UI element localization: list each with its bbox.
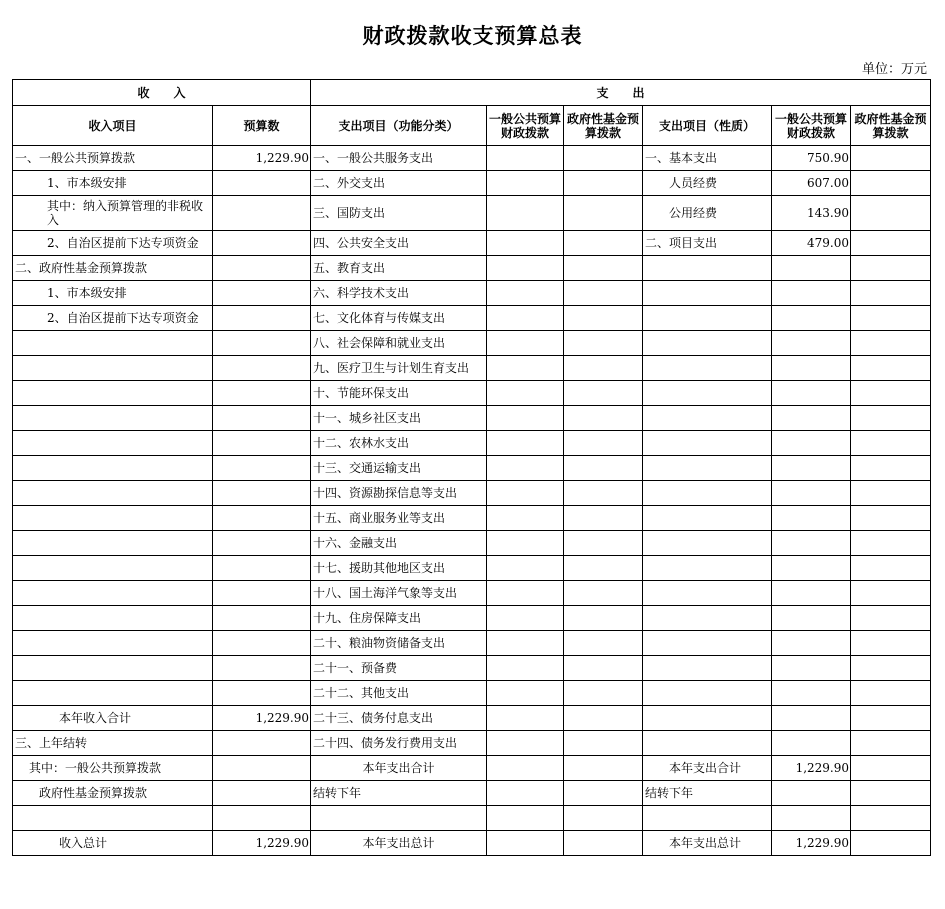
nature-general-public-amount-cell: 143.90 [772,196,851,231]
expense-func-cell: 十四、资源勘探信息等支出 [311,481,487,506]
expense-nature-cell [643,356,772,381]
nature-gov-fund-amount-cell [851,631,931,656]
expense-nature-cell [643,331,772,356]
general-public-amount-cell [487,381,564,406]
expense-nature-cell: 结转下年 [643,781,772,806]
nature-gov-fund-amount-cell [851,381,931,406]
gov-fund-amount-cell [564,356,643,381]
expense-nature-cell [643,706,772,731]
nature-general-public-amount-cell [772,556,851,581]
table-row [13,331,931,356]
table-row [13,481,931,506]
nature-gov-fund-amount-cell [851,606,931,631]
gov-fund-amount-cell [564,256,643,281]
budget-summary-table [12,79,931,856]
general-public-amount-cell [487,481,564,506]
income-item-cell: 政府性基金预算拨款 [13,781,213,806]
nature-general-public-amount-cell [772,681,851,706]
income-item-cell [13,331,213,356]
nature-general-public-amount-cell: 1,229.90 [772,831,851,856]
gov-fund-amount-cell [564,381,643,406]
expense-nature-cell [643,806,772,831]
gov-fund-amount-cell [564,756,643,781]
nature-general-public-amount-cell [772,806,851,831]
income-item-cell [13,531,213,556]
nature-general-public-amount-cell [772,531,851,556]
income-item-cell: 其中：一般公共预算拨款 [13,756,213,781]
income-item-cell [13,806,213,831]
table-row [13,731,931,756]
expense-nature-cell: 二、项目支出 [643,231,772,256]
gov-fund-amount-cell [564,831,643,856]
expense-nature-cell: 本年支出总计 [643,831,772,856]
income-amount-cell [213,231,311,256]
expense-nature-cell [643,731,772,756]
expense-func-cell: 二十二、其他支出 [311,681,487,706]
budget-amount-header: 预算数 [213,106,311,146]
nature-general-public-amount-cell [772,506,851,531]
gov-fund-amount-cell [564,681,643,706]
nature-general-public-amount-cell [772,731,851,756]
expense-nature-cell [643,456,772,481]
nature-general-public-amount-cell [772,656,851,681]
gov-fund-amount-cell [564,196,643,231]
table-row [13,706,931,731]
income-amount-cell [213,256,311,281]
expense-func-cell: 二十一、预备费 [311,656,487,681]
nature-general-public-amount-cell [772,456,851,481]
page-title: 财政拨款收支预算总表 [362,24,583,48]
nature-general-public-amount-cell [772,381,851,406]
income-amount-cell [213,456,311,481]
income-item-cell [13,456,213,481]
expense-nature-cell [643,631,772,656]
nature-general-public-amount-cell: 1,229.90 [772,756,851,781]
unit-label: 单位：万元 [861,62,927,77]
income-item-cell [13,356,213,381]
income-amount-cell [213,356,311,381]
gov-fund-amount-cell [564,171,643,196]
general-public-amount-cell [487,431,564,456]
income-item-cell [13,381,213,406]
income-amount-cell [213,431,311,456]
general-public-amount-cell [487,146,564,171]
expense-func-cell: 十三、交通运输支出 [311,456,487,481]
income-amount-cell [213,681,311,706]
income-amount-cell [213,756,311,781]
general-public-amount-cell [487,196,564,231]
general-public-amount-cell [487,356,564,381]
nature-gov-fund-amount-cell [851,481,931,506]
expense-func-cell: 二、外交支出 [311,171,487,196]
expense-func-cell: 四、公共安全支出 [311,231,487,256]
table-row [13,781,931,806]
income-amount-cell [213,406,311,431]
income-amount-cell [213,306,311,331]
gov-fund-amount-cell [564,531,643,556]
general-public-amount-cell [487,406,564,431]
table-row [13,556,931,581]
table-row [13,806,931,831]
general-public-amount-cell [487,171,564,196]
nature-gov-fund-amount-cell [851,731,931,756]
nature-general-public-amount-cell [772,781,851,806]
nature-general-public-amount-cell: 479.00 [772,231,851,256]
nature-gov-fund-amount-cell [851,431,931,456]
general-public-amount-cell [487,531,564,556]
table-row [13,606,931,631]
nature-general-public-amount-cell [772,606,851,631]
income-amount-cell [213,606,311,631]
table-row [13,581,931,606]
general-public-amount-cell [487,306,564,331]
expense-nature-cell: 人员经费 [643,171,772,196]
expense-nature-cell: 本年支出合计 [643,756,772,781]
income-amount-cell [213,481,311,506]
income-item-cell [13,681,213,706]
nature-gov-fund-amount-cell [851,806,931,831]
nature-general-public-amount-cell [772,631,851,656]
gov-fund-amount-cell [564,406,643,431]
table-row [13,306,931,331]
general-public-amount-cell [487,506,564,531]
gov-fund-header: 政府性基金预算拨款 [564,106,643,146]
expense-func-cell: 三、国防支出 [311,196,487,231]
table-row [13,231,931,256]
nature-gov-fund-amount-cell [851,231,931,256]
expense-nature-cell [643,306,772,331]
expense-nature-cell [643,556,772,581]
income-item-cell: 2、自治区提前下达专项资金 [13,306,213,331]
expense-func-cell: 八、社会保障和就业支出 [311,331,487,356]
nature-gov-fund-amount-cell [851,306,931,331]
gov-fund-amount-cell [564,146,643,171]
general-public-amount-cell [487,231,564,256]
income-item-cell: 一、一般公共预算拨款 [13,146,213,171]
gov-fund-amount-cell [564,656,643,681]
income-amount-cell [213,381,311,406]
nature-general-public-amount-cell [772,706,851,731]
nature-general-public-amount-cell [772,481,851,506]
expense-func-cell: 七、文化体育与传媒支出 [311,306,487,331]
expense-nature-cell [643,531,772,556]
nature-gov-fund-amount-cell [851,556,931,581]
income-item-cell: 二、政府性基金预算拨款 [13,256,213,281]
expense-nature-cell [643,481,772,506]
nature-gov-fund-amount-cell [851,356,931,381]
income-amount-cell [213,806,311,831]
gov-fund-amount-cell [564,231,643,256]
nature-general-public-amount-cell [772,356,851,381]
table-row [13,456,931,481]
general-public-amount-cell [487,806,564,831]
header-column-row [13,106,931,146]
expense-func-cell: 本年支出总计 [311,831,487,856]
income-item-cell: 其中：纳入预算管理的非税收入 [13,196,213,231]
nature-general-public-amount-cell: 750.90 [772,146,851,171]
expense-func-cell: 五、教育支出 [311,256,487,281]
nature-general-public-amount-cell [772,431,851,456]
expense-func-cell: 结转下年 [311,781,487,806]
expense-func-cell: 六、科学技术支出 [311,281,487,306]
expense-func-cell: 十一、城乡社区支出 [311,406,487,431]
nature-gov-fund-amount-cell [851,656,931,681]
table-row [13,656,931,681]
income-item-cell [13,406,213,431]
income-item-cell [13,606,213,631]
expense-nature-cell: 公用经费 [643,196,772,231]
general-public-amount-cell [487,606,564,631]
nature-general-public-amount-cell [772,281,851,306]
income-item-cell [13,556,213,581]
income-item-cell [13,656,213,681]
expense-func-cell: 二十、粮油物资储备支出 [311,631,487,656]
income-amount-cell [213,731,311,756]
general-public-amount-cell [487,281,564,306]
income-item-cell: 1、市本级安排 [13,281,213,306]
nature-gov-fund-amount-cell [851,756,931,781]
expense-func-header: 支出项目（功能分类） [311,106,487,146]
nature-gov-fund-amount-cell [851,581,931,606]
gov-fund-amount-cell [564,606,643,631]
expense-func-cell: 九、医疗卫生与计划生育支出 [311,356,487,381]
expense-func-cell: 十、节能环保支出 [311,381,487,406]
expense-nature-cell: 一、基本支出 [643,146,772,171]
nature-general-public-amount-cell [772,406,851,431]
gov-fund-amount-cell [564,581,643,606]
expense-nature-cell [643,256,772,281]
expense-group-header: 支 出 [311,80,931,106]
expense-nature-cell [643,681,772,706]
income-amount-cell [213,196,311,231]
general-public-amount-cell [487,631,564,656]
nature-gov-fund-amount-cell [851,171,931,196]
gov-fund-amount-cell [564,481,643,506]
nature-gov-fund-amount-cell [851,706,931,731]
expense-nature-cell [643,281,772,306]
nature-gov-fund-amount-cell [851,531,931,556]
income-amount-cell: 1,229.90 [213,831,311,856]
nature-general-public-amount-cell [772,306,851,331]
expense-func-cell [311,806,487,831]
income-amount-cell [213,556,311,581]
expense-nature-cell [643,381,772,406]
income-item-cell: 本年收入合计 [13,706,213,731]
table-row [13,146,931,171]
income-item-cell [13,631,213,656]
general-public-amount-cell [487,731,564,756]
nature-gov-fund-amount-cell [851,256,931,281]
general-public-amount-cell [487,681,564,706]
table-row [13,171,931,196]
expense-nature-cell [643,606,772,631]
nature-general-public-amount-cell [772,256,851,281]
income-item-cell [13,506,213,531]
nature-general-public-amount-cell: 607.00 [772,171,851,196]
income-item-header: 收入项目 [13,106,213,146]
gov-fund-amount-cell [564,306,643,331]
income-group-header: 收 入 [13,80,311,106]
income-amount-cell [213,281,311,306]
income-item-cell [13,481,213,506]
income-item-cell [13,431,213,456]
expense-nature-cell [643,431,772,456]
nature-gov-fund-amount-cell [851,331,931,356]
nature-gov-fund-amount-cell [851,831,931,856]
income-amount-cell: 1,229.90 [213,146,311,171]
expense-func-cell: 十七、援助其他地区支出 [311,556,487,581]
general-public-amount-cell [487,781,564,806]
income-item-cell: 三、上年结转 [13,731,213,756]
gov-fund-amount-cell [564,431,643,456]
expense-nature-cell [643,506,772,531]
income-item-cell: 2、自治区提前下达专项资金 [13,231,213,256]
income-item-cell: 收入总计 [13,831,213,856]
nature-gov-fund-amount-cell [851,146,931,171]
gov-fund-amount-cell [564,556,643,581]
general-public-amount-cell [487,581,564,606]
table-row [13,281,931,306]
income-amount-cell [213,631,311,656]
table-row [13,256,931,281]
nature-general-public-amount-cell [772,581,851,606]
expense-func-cell: 一、一般公共服务支出 [311,146,487,171]
general-public-amount-cell [487,556,564,581]
gov-fund-amount-cell [564,706,643,731]
income-amount-cell [213,656,311,681]
expense-func-cell: 十八、国土海洋气象等支出 [311,581,487,606]
expense-func-cell: 二十四、债务发行费用支出 [311,731,487,756]
expense-func-cell: 十六、金融支出 [311,531,487,556]
header-group-row [13,80,931,106]
table-row [13,506,931,531]
expense-func-cell: 十二、农林水支出 [311,431,487,456]
gov-fund-amount-cell [564,806,643,831]
gov-fund-amount-cell [564,781,643,806]
table-row [13,631,931,656]
income-amount-cell [213,171,311,196]
nature-gov-fund-amount-cell [851,196,931,231]
nature-gov-fund-amount-cell [851,406,931,431]
expense-func-cell: 十五、商业服务业等支出 [311,506,487,531]
nature-gov-fund-amount-cell [851,456,931,481]
income-amount-cell [213,781,311,806]
expense-func-cell: 二十三、债务付息支出 [311,706,487,731]
nature-gov-fund-amount-cell [851,506,931,531]
expense-func-cell: 十九、住房保障支出 [311,606,487,631]
table-row [13,831,931,856]
nature-gov-fund-amount-cell [851,681,931,706]
table-row [13,356,931,381]
general-public-amount-cell [487,656,564,681]
expense-func-cell: 本年支出合计 [311,756,487,781]
general-public-amount-cell [487,706,564,731]
gov-fund-amount-cell [564,331,643,356]
nature-gov-fund-amount-cell [851,781,931,806]
table-row [13,406,931,431]
income-amount-cell [213,531,311,556]
table-row [13,756,931,781]
general-public-amount-cell [487,331,564,356]
income-amount-cell: 1,229.90 [213,706,311,731]
gov-fund-amount-cell [564,506,643,531]
income-amount-cell [213,331,311,356]
general-public-header-2: 一般公共预算财政拨款 [772,106,851,146]
gov-fund-header-2: 政府性基金预算拨款 [851,106,931,146]
income-item-cell: 1、市本级安排 [13,171,213,196]
general-public-amount-cell [487,756,564,781]
general-public-amount-cell [487,831,564,856]
expense-nature-header: 支出项目（性质） [643,106,772,146]
general-public-amount-cell [487,256,564,281]
nature-general-public-amount-cell [772,331,851,356]
table-row [13,681,931,706]
income-amount-cell [213,581,311,606]
expense-nature-cell [643,581,772,606]
gov-fund-amount-cell [564,281,643,306]
table-row [13,196,931,231]
gov-fund-amount-cell [564,631,643,656]
income-amount-cell [213,506,311,531]
general-public-header: 一般公共预算财政拨款 [487,106,564,146]
expense-nature-cell [643,656,772,681]
general-public-amount-cell [487,456,564,481]
table-row [13,531,931,556]
gov-fund-amount-cell [564,456,643,481]
nature-gov-fund-amount-cell [851,281,931,306]
expense-nature-cell [643,406,772,431]
gov-fund-amount-cell [564,731,643,756]
table-row [13,381,931,406]
table-row [13,431,931,456]
income-item-cell [13,581,213,606]
